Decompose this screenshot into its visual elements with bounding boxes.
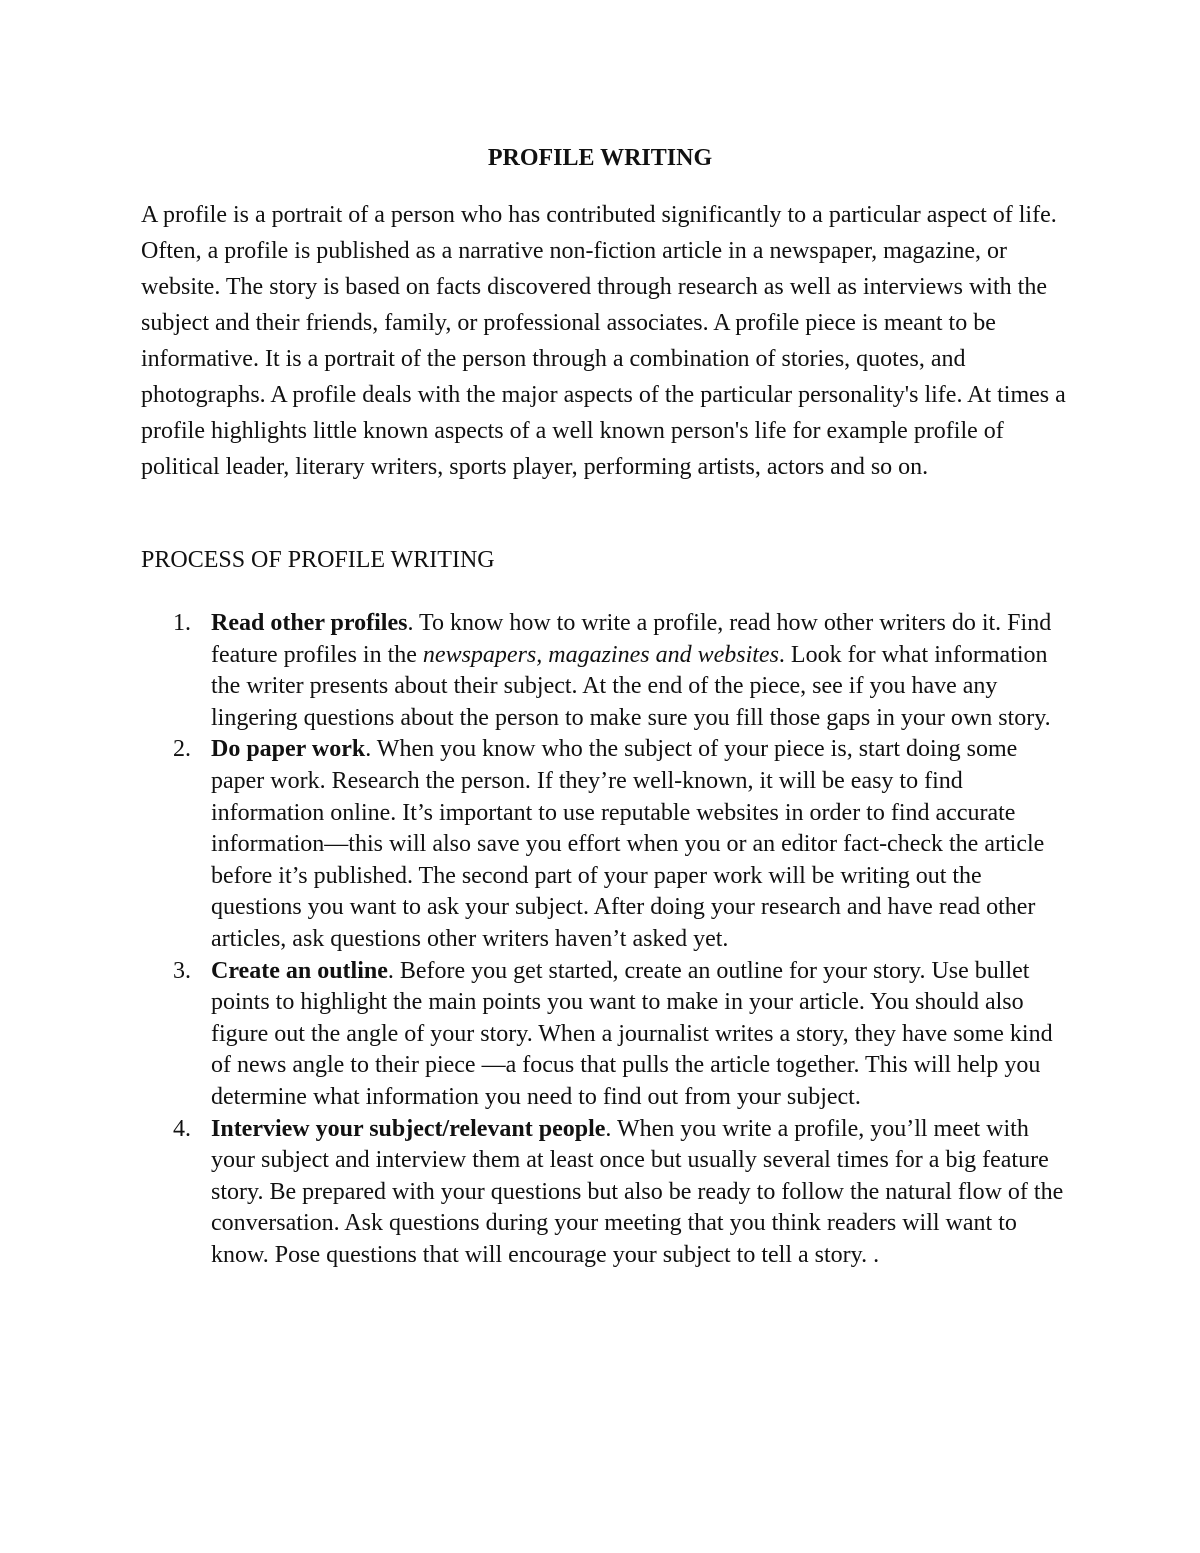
list-item-title: Create an outline	[211, 957, 388, 984]
list-item	[141, 734, 1071, 955]
list-item-title: Interview your subject/relevant people	[211, 1115, 606, 1142]
list-item	[141, 608, 1071, 734]
list-item-text: . When you write a profile, you’ll meet with your subject and interview them at least once but usually several times for a big feature story. Be prepared with your questions but also be ready to follow the natural flow of the conversation. Ask questions during your meeting that you think readers will want to know. Pose questions that will encourage your subject to tell a story. .	[211, 1115, 1064, 1268]
section-heading: PROCESS OF PROFILE WRITING	[141, 547, 495, 573]
list-item	[141, 956, 1071, 1114]
list-item-italic-text: newspapers, magazines and websites	[422, 641, 779, 668]
list-item-number: 4.	[173, 1115, 191, 1142]
list-item-number: 3.	[173, 957, 191, 984]
intro-paragraph: A profile is a portrait of a person who has contributed significantly to a particular aspect of life. Often, a profile is published as a narrative non-fiction article in a newspaper, magazine, or website. The story is based on facts discovered through research as well as interviews with the subject and their friends, family, or professional associates. A profile piece is meant to be informative. It is a portrait of the person through a combination of stories, quotes, and photographs. A profile deals with the major aspects of the particular personality's life. At times a profile highlights little known aspects of a well known person's life for example profile of political leader, literary writers, sports player, performing artists, actors and so on.	[141, 202, 1066, 480]
list-item-number: 2.	[173, 736, 191, 763]
list-item-text: . When you know who the subject of your piece is, start doing some paper work. Research the person. If they’re well-known, it will be easy to find information online. It’s important to use reputable websites in order to find accurate information—this will also save you effort when you or an editor fact-check the article before it’s published. The second part of your paper work will be writing out the questions you want to ask your subject. After doing your research and have read other articles, ask questions other writers haven’t asked yet.	[211, 736, 1045, 952]
list-item-text: . Look for what information the writer presents about their subject. At the end of the piece, see if you have any lingering questions about the person to make sure you fill those gaps in your own story.	[211, 641, 1051, 731]
list-item-title: Do paper work	[211, 736, 366, 763]
list-item-title: Read other profiles	[211, 610, 408, 636]
list-item-number: 1.	[173, 610, 191, 636]
list-item-text: . Before you get started, create an outline for your story. Use bullet points to highlight the main points you want to make in your article. You should also figure out the angle of your story. When a journalist writes a story, they have some kind of news angle to their piece —a focus that pulls the article together. This will help you determine what information you need to find out from your subject.	[211, 957, 1053, 1110]
process-steps-list	[141, 608, 1071, 1271]
document-title: PROFILE WRITING	[487, 145, 713, 171]
list-item-text: . To know how to write a profile, read how other writers do it. Find feature profiles in the	[211, 610, 1052, 668]
list-item	[141, 1114, 1071, 1272]
